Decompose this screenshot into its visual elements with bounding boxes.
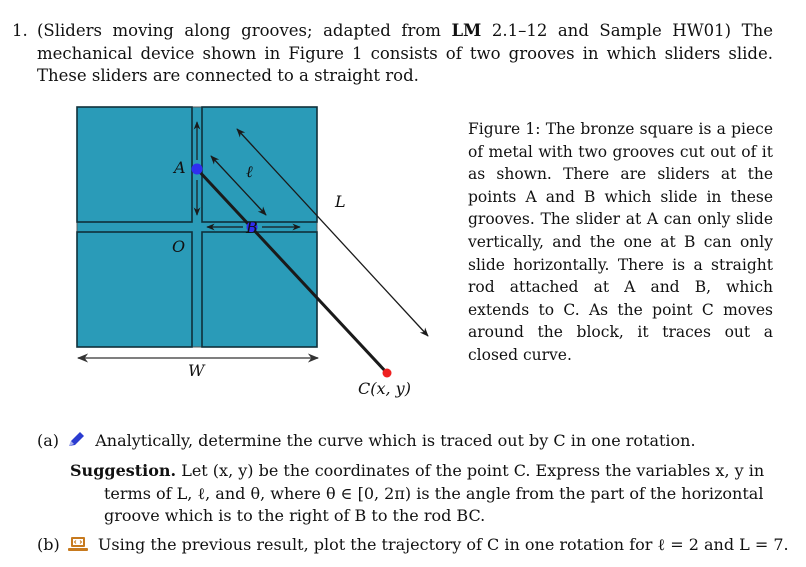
suggestion-block [70, 460, 774, 528]
intro-text-2: 2.1–12 and Sample HW01) The mechanical device shown in Figure 1 consists of two grooves in which sliders slide. These sliders are connected to a straight rod. [37, 21, 773, 85]
part-a-label: (a) [37, 431, 60, 450]
part-a-text: Analytically, determine the curve which is traced out by C in one rotation. [95, 431, 696, 450]
label-L: L [335, 192, 346, 211]
figure-caption: Figure 1: The bronze square is a piece of metal with two grooves cut out of it as shown. There are sliders at the points A and B which slide in these grooves. The slider at A can only slide vertically, and the one at B can only slide horizontally. There is a straight rod attached at A and B, which extends to C. As the point C moves around the block, it traces out a closed curve. [468, 120, 773, 364]
label-W: W [188, 361, 205, 380]
problem-number: 1. [12, 21, 28, 40]
part-a [37, 430, 696, 455]
part-b-text: Using the previous result, plot the trajectory of C in one rotation for ℓ = 2 and L = 7. [97, 535, 789, 554]
point-c [383, 369, 392, 378]
part-b-label: (b) [37, 535, 60, 554]
suggestion-text-2: terms of L, ℓ, and θ, where θ ∈ [0, 2π) is the angle from the part of the horizontal [104, 483, 764, 503]
label-O: O [172, 237, 186, 256]
intro-lm-bold: LM [451, 21, 482, 40]
slider-a [192, 164, 203, 175]
part-b [37, 534, 789, 559]
label-B: B [246, 218, 258, 237]
suggestion-text-3: groove which is to the right of B to the rod BC. [104, 506, 486, 525]
label-A: A [174, 158, 186, 177]
label-ell: ℓ [246, 162, 253, 181]
laptop-code-icon [67, 535, 89, 559]
pencil-icon [66, 431, 86, 455]
label-C: C(x, y) [358, 379, 411, 398]
intro-text-1: (Sliders moving along grooves; adapted from [37, 21, 452, 40]
suggestion-label: Suggestion. [70, 461, 177, 480]
suggestion-text-1: Let (x, y) be the coordinates of the point C. Express the variables x, y in [181, 461, 765, 480]
